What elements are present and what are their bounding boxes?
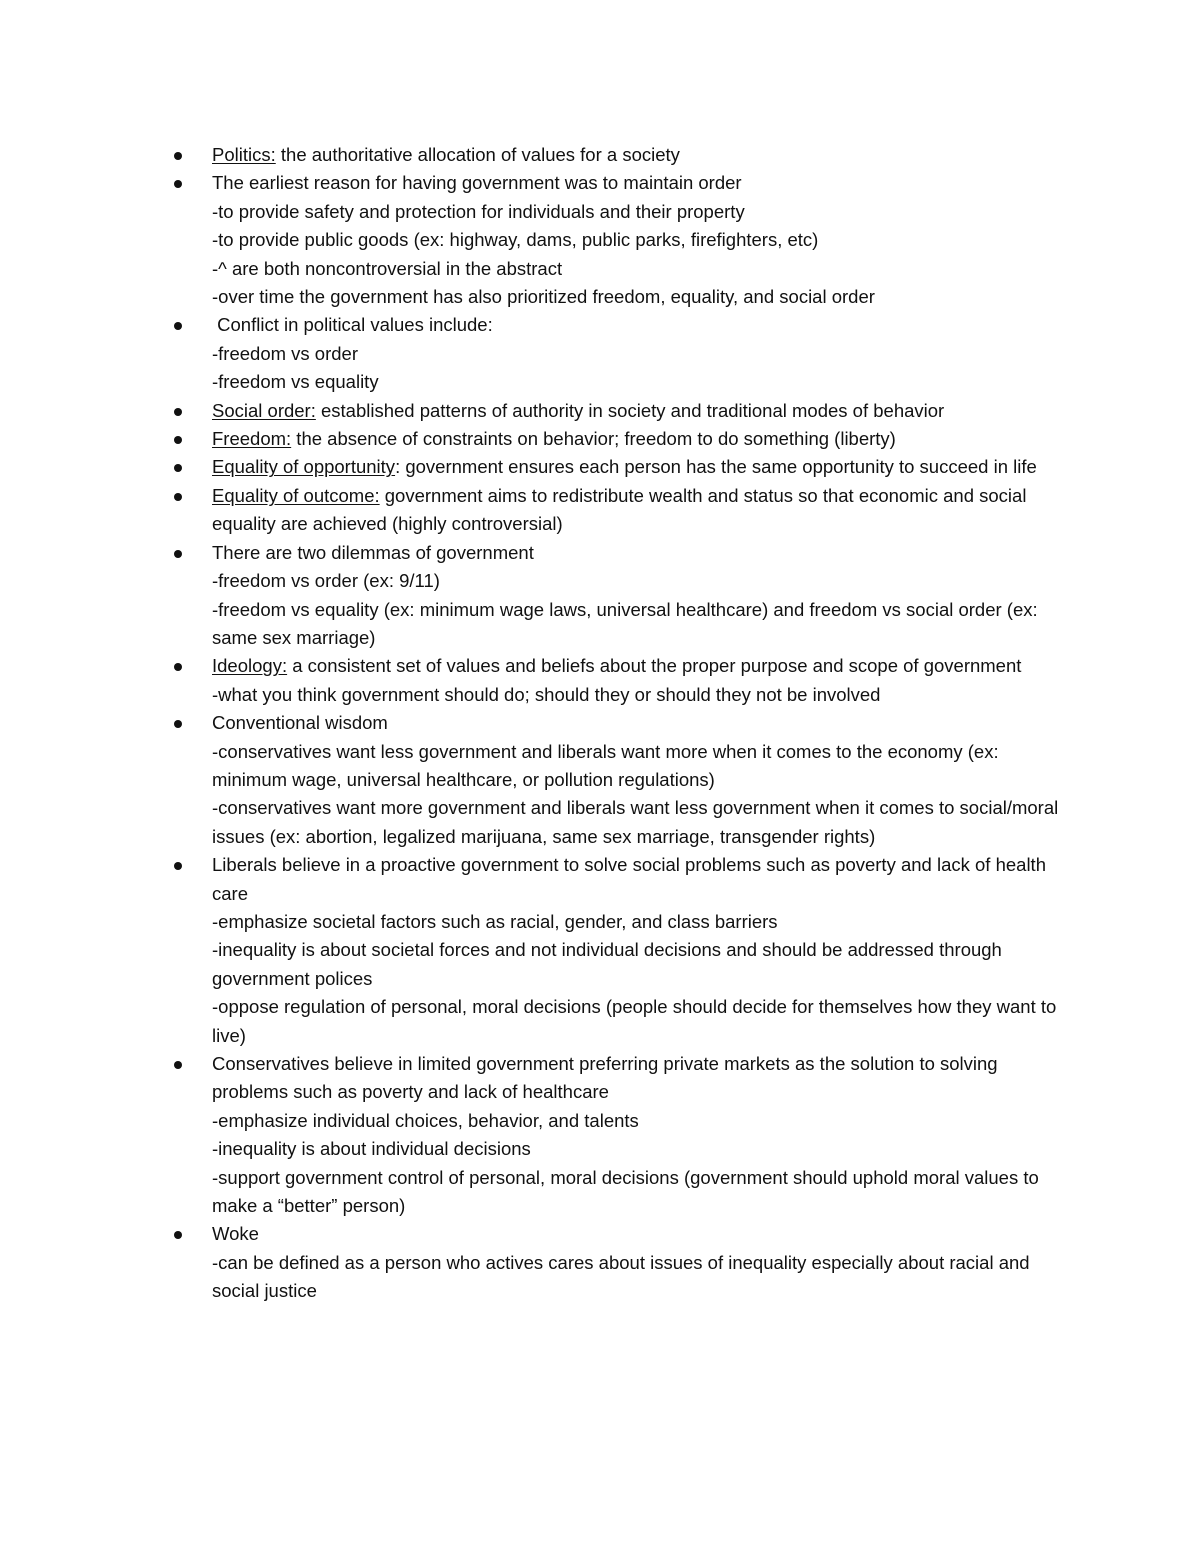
list-item-conservatives xyxy=(166,1050,1066,1220)
sub-line: -emphasize societal factors such as racial, gender, and class barriers xyxy=(212,910,778,932)
term-label: Social order: xyxy=(212,399,316,421)
list-item-politics xyxy=(166,141,1066,169)
list-item-liberals xyxy=(166,851,1066,1050)
list-item-conventional-wisdom xyxy=(166,709,1066,851)
item-text: Liberals believe in a proactive government to solve social problems such as poverty and lack of health care xyxy=(212,854,1046,904)
item-main-line xyxy=(212,311,1066,339)
item-text: The earliest reason for having government was to maintain order xyxy=(212,172,742,194)
term-label: Freedom: xyxy=(212,428,292,450)
bullet-icon xyxy=(174,493,182,501)
bullet-icon xyxy=(174,1231,182,1239)
item-main-line xyxy=(212,709,1066,737)
item-main-line xyxy=(212,652,1066,680)
bullet-icon xyxy=(174,720,182,728)
list-item-earliest-reason xyxy=(166,169,1066,311)
item-main-line xyxy=(212,425,1066,453)
bullet-icon xyxy=(174,550,182,558)
term-label: Politics: xyxy=(212,144,276,165)
item-main-line xyxy=(212,1220,1066,1248)
list-item-woke xyxy=(166,1220,1066,1305)
sub-line: -support government control of personal, moral decisions (government should uphold moral values to make a “better” person) xyxy=(212,1166,1039,1217)
item-text: Conservatives believe in limited government preferring private markets as the solution to solving problems such as poverty and lack of healthcare xyxy=(212,1053,998,1103)
sub-line: -to provide safety and protection for individuals and their property xyxy=(212,200,745,222)
item-text: established patterns of authority in society and traditional modes of behavior xyxy=(315,399,945,421)
bullet-icon xyxy=(174,408,182,416)
bullet-icon xyxy=(174,862,182,870)
sub-line: -over time the government has also prioritized freedom, equality, and social order xyxy=(212,286,875,308)
item-text: the absence of constraints on behavior; freedom to do something (liberty) xyxy=(291,428,896,450)
item-text: Conventional wisdom xyxy=(212,712,388,734)
bullet-icon xyxy=(174,180,182,188)
item-main-line xyxy=(212,1050,1066,1107)
item-text: : government ensures each person has the same opportunity to succeed in life xyxy=(395,456,1037,478)
bullet-icon xyxy=(174,322,182,330)
sub-line: -inequality is about individual decisions xyxy=(212,1138,531,1160)
sub-line: -freedom vs order (ex: 9/11) xyxy=(212,570,440,592)
sub-line: -conservatives want less government and liberals want more when it comes to the economy (ex: minimum wage, universal healthcare, or pollution regulations) xyxy=(212,740,999,790)
item-text: a consistent set of values and beliefs about the proper purpose and scope of government xyxy=(287,655,1022,677)
sub-line: -can be defined as a person who actives cares about issues of inequality especially about racial and social justice xyxy=(212,1251,1030,1302)
bullet-icon xyxy=(174,464,182,472)
list-item-dilemmas xyxy=(166,539,1066,653)
list-item-social-order xyxy=(166,397,1066,425)
item-main-line xyxy=(212,397,1066,425)
item-main-line xyxy=(212,539,1066,567)
sub-line: -what you think government should do; should they or should they not be involved xyxy=(212,683,881,705)
list-item-conflict xyxy=(166,311,1066,396)
item-text: There are two dilemmas of government xyxy=(212,541,534,563)
sub-line: -inequality is about societal forces and not individual decisions and should be addressed through government polices xyxy=(212,939,1002,989)
sub-line: -freedom vs equality (ex: minimum wage laws, universal healthcare) and freedom vs social order (ex: same sex marriage) xyxy=(212,598,1038,648)
term-label: Equality of outcome: xyxy=(212,484,380,506)
sub-line: -to provide public goods (ex: highway, dams, public parks, firefighters, etc) xyxy=(212,229,819,251)
sub-line: -conservatives want more government and liberals want less government when it comes to social/moral issues (ex: abortion, legalized marijuana, same sex marriage, transgender rights) xyxy=(212,797,1059,847)
sub-line: -^ are both noncontroversial in the abstract xyxy=(212,257,563,279)
item-main-line xyxy=(212,141,1066,169)
sub-line: -freedom vs equality xyxy=(212,371,379,393)
list-item-ideology xyxy=(166,652,1066,709)
item-text: Conflict in political values include: xyxy=(212,314,493,336)
list-item-equality-outcome xyxy=(166,482,1066,539)
item-main-line xyxy=(212,482,1066,539)
sub-line: -oppose regulation of personal, moral decisions (people should decide for themselves how they want to live) xyxy=(212,996,1057,1046)
sub-line: -freedom vs order xyxy=(212,342,358,364)
item-text: Woke xyxy=(212,1223,259,1245)
term-label: Equality of opportunity xyxy=(212,456,396,478)
list-item-freedom xyxy=(166,425,1066,453)
notes-list xyxy=(166,141,1066,1306)
bullet-icon xyxy=(174,152,182,160)
sub-line: -emphasize individual choices, behavior, and talents xyxy=(212,1109,639,1131)
item-main-line xyxy=(212,851,1066,908)
bullet-icon xyxy=(174,436,182,444)
item-main-line xyxy=(212,169,1066,197)
item-main-line xyxy=(212,453,1066,481)
term-label: Ideology: xyxy=(212,655,288,677)
bullet-icon xyxy=(174,1061,182,1069)
list-item-equality-opportunity xyxy=(166,453,1066,481)
item-text: the authoritative allocation of values for a society xyxy=(275,144,680,165)
item-text: government aims to redistribute wealth and status so that economic and social equality are achieved (highly controversial) xyxy=(212,484,1027,535)
bullet-icon xyxy=(174,663,182,671)
